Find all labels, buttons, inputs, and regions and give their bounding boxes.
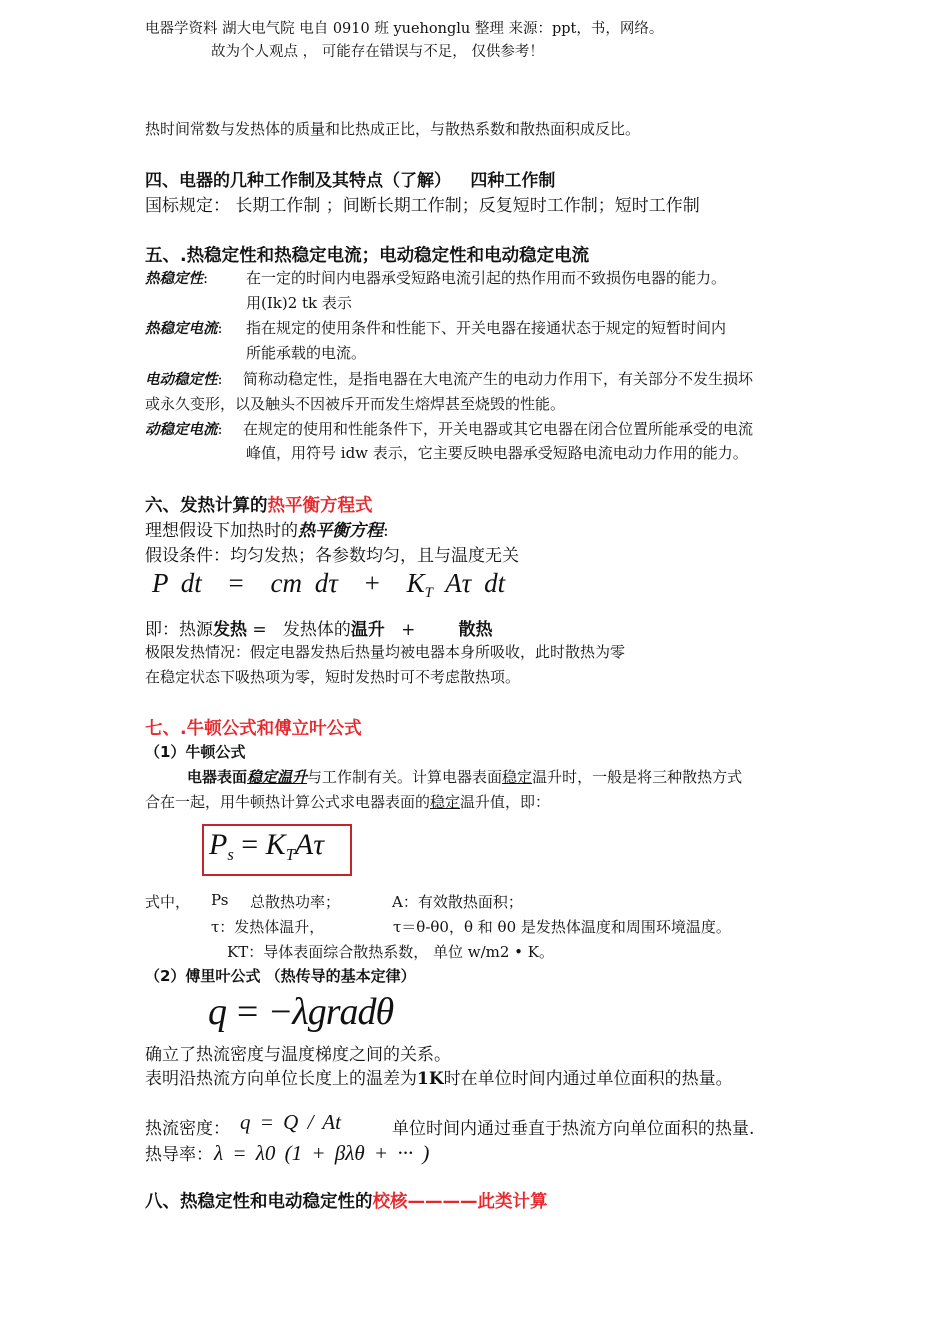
text: 与工作制有关。计算电器表面 bbox=[307, 768, 503, 786]
section-4-title: 四、电器的几种工作制及其特点（了解） bbox=[145, 171, 451, 191]
fourier-line-1: 确立了热流密度与温度梯度之间的关系。 bbox=[145, 1045, 451, 1065]
text-underline: 稳定 bbox=[502, 768, 533, 786]
text: 温升时，一般是将三种散热方式 bbox=[532, 768, 743, 786]
section-7-sub-2: （2）傅里叶公式 （热传导的基本定律） bbox=[145, 967, 416, 985]
text-emphasis: 热平衡方程 bbox=[298, 521, 383, 541]
text-bold: 发热 bbox=[213, 620, 247, 640]
section-6-line-4: 极限发热情况：假定电器发热后热量均被电器本身所吸收，此时散热为零 bbox=[145, 643, 626, 661]
text-bold: 温升 bbox=[350, 620, 385, 640]
section-7-para-2 bbox=[145, 791, 550, 812]
formula-k: K bbox=[265, 828, 286, 861]
heat-flux-equation: q = Q / At bbox=[240, 1110, 341, 1134]
eq-sub: T bbox=[424, 585, 433, 602]
formula-p: P bbox=[209, 828, 228, 861]
section-8-title-b: 校核————此类计算 bbox=[372, 1192, 548, 1212]
term-colon: : bbox=[217, 319, 223, 337]
text: : bbox=[383, 521, 389, 541]
fourier-line-2 bbox=[145, 1064, 733, 1089]
tau-definition: τ＝θ-θ0，θ 和 θ0 是发热体温度和周围环境温度。 bbox=[393, 918, 731, 936]
term-dynamic-stability-desc: 简称动稳定性，是指电器在大电流产生的电动力作用下，有关部分不发生损坏 bbox=[243, 370, 754, 388]
term-dynamic-current bbox=[145, 418, 223, 439]
term-thermal-current bbox=[145, 317, 223, 338]
text: 表明沿热流方向单位长度上的温差为 bbox=[145, 1069, 417, 1089]
section-8-title-a: 八、热稳定性和电动稳定性的 bbox=[145, 1192, 373, 1212]
heat-flux-label: 热流密度： bbox=[145, 1119, 230, 1139]
text: 合在一起，用牛顿热计算公式求电器表面的 bbox=[145, 793, 431, 811]
term-colon: : bbox=[203, 269, 209, 287]
text: 时在单位时间内通过单位面积的热量。 bbox=[443, 1069, 733, 1089]
section-4-body: 国标规定： 长期工作制 ；间断长期工作制；反复短时工作制；短时工作制 bbox=[145, 196, 700, 216]
ps-symbol: Ps bbox=[211, 891, 229, 909]
section-4-title-bold: 四种工作制 bbox=[470, 171, 556, 191]
text: = 发热体的 bbox=[247, 620, 351, 640]
intro-text: 热时间常数与发热体的质量和比热成正比，与散热系数和散热面积成反比。 bbox=[145, 120, 641, 138]
term-thermal-stability bbox=[145, 267, 208, 288]
text-underline: 稳定 bbox=[430, 793, 461, 811]
fourier-formula: q = −λgradθ bbox=[208, 991, 394, 1033]
where-label: 式中， bbox=[145, 893, 191, 911]
text-bold: 散热 bbox=[458, 620, 493, 640]
section-6-line-3 bbox=[145, 615, 493, 640]
section-6-line-1 bbox=[145, 516, 389, 541]
term-dynamic-current-desc-2: 峰值，用符号 idw 表示，它主要反映电器承受短路电流电动力作用的能力。 bbox=[246, 444, 748, 462]
term-thermal-current-desc: 指在规定的使用条件和性能下、开关电器在接通状态于规定的短暂时间内 bbox=[246, 319, 727, 337]
section-5-title: 五、.热稳定性和热稳定电流；电动稳定性和电动稳定电流 bbox=[145, 246, 590, 266]
term-label: 热稳定性 bbox=[145, 271, 203, 287]
section-7-sub-1: （1）牛顿公式 bbox=[145, 743, 246, 761]
header-line-2: 故为个人观点 ， 可能存在错误与不足， 仅供参考！ bbox=[211, 44, 544, 60]
section-6-title-b: 热平衡方程式 bbox=[267, 496, 373, 516]
section-4-heading bbox=[145, 166, 555, 191]
heat-balance-equation bbox=[152, 568, 505, 602]
term-thermal-stability-desc: 在一定的时间内电器承受短路电流引起的热作用而不致损伤电器的能力。 bbox=[246, 269, 727, 287]
text: 理想假设下加热时的 bbox=[145, 521, 298, 541]
heat-flux-description: 单位时间内通过垂直于热流方向单位面积的热量. bbox=[392, 1119, 755, 1139]
term-thermal-current-desc-2: 所能承载的电流。 bbox=[246, 344, 367, 362]
term-label: 热稳定电流 bbox=[145, 321, 218, 337]
formula-sub-t: T bbox=[285, 844, 295, 864]
eq-k: K bbox=[406, 568, 425, 598]
text-bold: 电器表面 bbox=[187, 768, 248, 786]
newton-formula bbox=[209, 828, 324, 865]
thermal-conductivity-label: 热导率： bbox=[145, 1145, 213, 1165]
term-dynamic-stability-desc-2: 或永久变形，以及触头不因被斥开而发生熔焊甚至烧毁的性能。 bbox=[145, 395, 566, 413]
text: + bbox=[384, 620, 459, 640]
section-7-title: 七、.牛顿公式和傅立叶公式 bbox=[145, 719, 362, 739]
term-label: 电动稳定性 bbox=[145, 372, 218, 388]
text-bold: 1K bbox=[417, 1069, 444, 1089]
eq-lhs: P dt bbox=[152, 568, 202, 598]
text-emphasis: 稳定温升 bbox=[247, 768, 308, 786]
kt-description: KT：导体表面综合散热系数， 单位 w/m2 • K。 bbox=[227, 943, 554, 961]
formula-sub-s: s bbox=[227, 844, 234, 864]
section-8-title bbox=[145, 1188, 548, 1213]
text: 即：热源 bbox=[145, 620, 213, 640]
section-6-line-5: 在稳定状态下吸热项为零，短时发热时可不考虑散热项。 bbox=[145, 668, 521, 686]
section-6-title-a: 六、发热计算的 bbox=[145, 496, 268, 516]
section-7-para-1 bbox=[187, 766, 742, 787]
eq-plus: + bbox=[364, 568, 380, 598]
term-label: 动稳定电流 bbox=[145, 422, 218, 438]
tau-description: τ：发热体温升， bbox=[211, 918, 325, 936]
section-6-line-2: 假设条件：均匀发热；各参数均匀，且与温度无关 bbox=[145, 546, 519, 566]
term-colon: : bbox=[217, 370, 223, 388]
section-6-title bbox=[145, 492, 373, 517]
term-dynamic-current-desc: 在规定的使用和性能条件下，开关电器或其它电器在闭合位置所能承受的电流 bbox=[243, 420, 754, 438]
formula-rest: Aτ bbox=[294, 828, 324, 861]
ps-description: 总散热功率； bbox=[250, 893, 341, 911]
header-line-1: 电器学资料 湖大电气院 电自 0910 班 yuehonglu 整理 来源：ppt，书，网络。 bbox=[145, 21, 664, 37]
text: 温升值，即： bbox=[460, 793, 551, 811]
eq-equals: = bbox=[228, 568, 244, 598]
a-description: A：有效散热面积； bbox=[392, 893, 523, 911]
thermal-conductivity-equation: λ = λ0 (1 + βλθ + ··· ) bbox=[214, 1141, 430, 1165]
term-colon: : bbox=[217, 420, 223, 438]
term-dynamic-stability bbox=[145, 368, 223, 389]
eq-mid: cm dτ bbox=[270, 568, 338, 598]
term-thermal-stability-desc-2: 用(Ik)2 tk 表示 bbox=[246, 294, 352, 312]
formula-eq: = bbox=[233, 828, 266, 861]
eq-rest: Aτ dt bbox=[445, 568, 506, 598]
